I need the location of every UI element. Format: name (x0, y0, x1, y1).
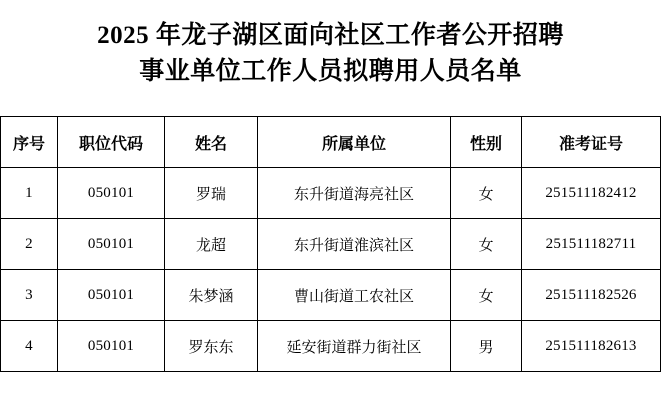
table-row (1, 321, 661, 372)
page-title-line-1: 2025 年龙子湖区面向社区工作者公开招聘 (97, 22, 564, 49)
column-header-seq: 序号 (1, 117, 58, 168)
column-header-gender: 性别 (451, 117, 522, 168)
cell-name: 罗东东 (165, 321, 258, 372)
roster-table (0, 116, 661, 372)
cell-name: 朱梦涵 (165, 270, 258, 321)
cell-seq: 3 (1, 270, 58, 321)
cell-position-code: 050101 (58, 321, 165, 372)
cell-ticket-number: 251511182412 (522, 168, 661, 219)
table-body (1, 168, 661, 372)
cell-unit: 延安街道群力街社区 (258, 321, 451, 372)
cell-ticket-number: 251511182711 (522, 219, 661, 270)
cell-gender: 女 (451, 219, 522, 270)
cell-gender: 女 (451, 270, 522, 321)
table-row (1, 219, 661, 270)
cell-unit: 曹山街道工农社区 (258, 270, 451, 321)
roster-table-container (12, 116, 639, 372)
cell-gender: 女 (451, 168, 522, 219)
table-row (1, 168, 661, 219)
cell-name: 龙超 (165, 219, 258, 270)
cell-ticket-number: 251511182526 (522, 270, 661, 321)
cell-gender: 男 (451, 321, 522, 372)
cell-seq: 4 (1, 321, 58, 372)
page-title-line-2: 事业单位工作人员拟聘用人员名单 (139, 58, 522, 85)
cell-position-code: 050101 (58, 168, 165, 219)
column-header-unit: 所属单位 (258, 117, 451, 168)
cell-position-code: 050101 (58, 270, 165, 321)
table-row (1, 270, 661, 321)
page-title (51, 18, 611, 90)
column-header-position-code: 职位代码 (58, 117, 165, 168)
cell-name: 罗瑞 (165, 168, 258, 219)
table-header-row (1, 117, 661, 168)
table-header (1, 117, 661, 168)
cell-unit: 东升街道海亮社区 (258, 168, 451, 219)
cell-seq: 1 (1, 168, 58, 219)
cell-unit: 东升街道淮滨社区 (258, 219, 451, 270)
cell-position-code: 050101 (58, 219, 165, 270)
column-header-name: 姓名 (165, 117, 258, 168)
column-header-ticket-number: 准考证号 (522, 117, 661, 168)
cell-ticket-number: 251511182613 (522, 321, 661, 372)
cell-seq: 2 (1, 219, 58, 270)
